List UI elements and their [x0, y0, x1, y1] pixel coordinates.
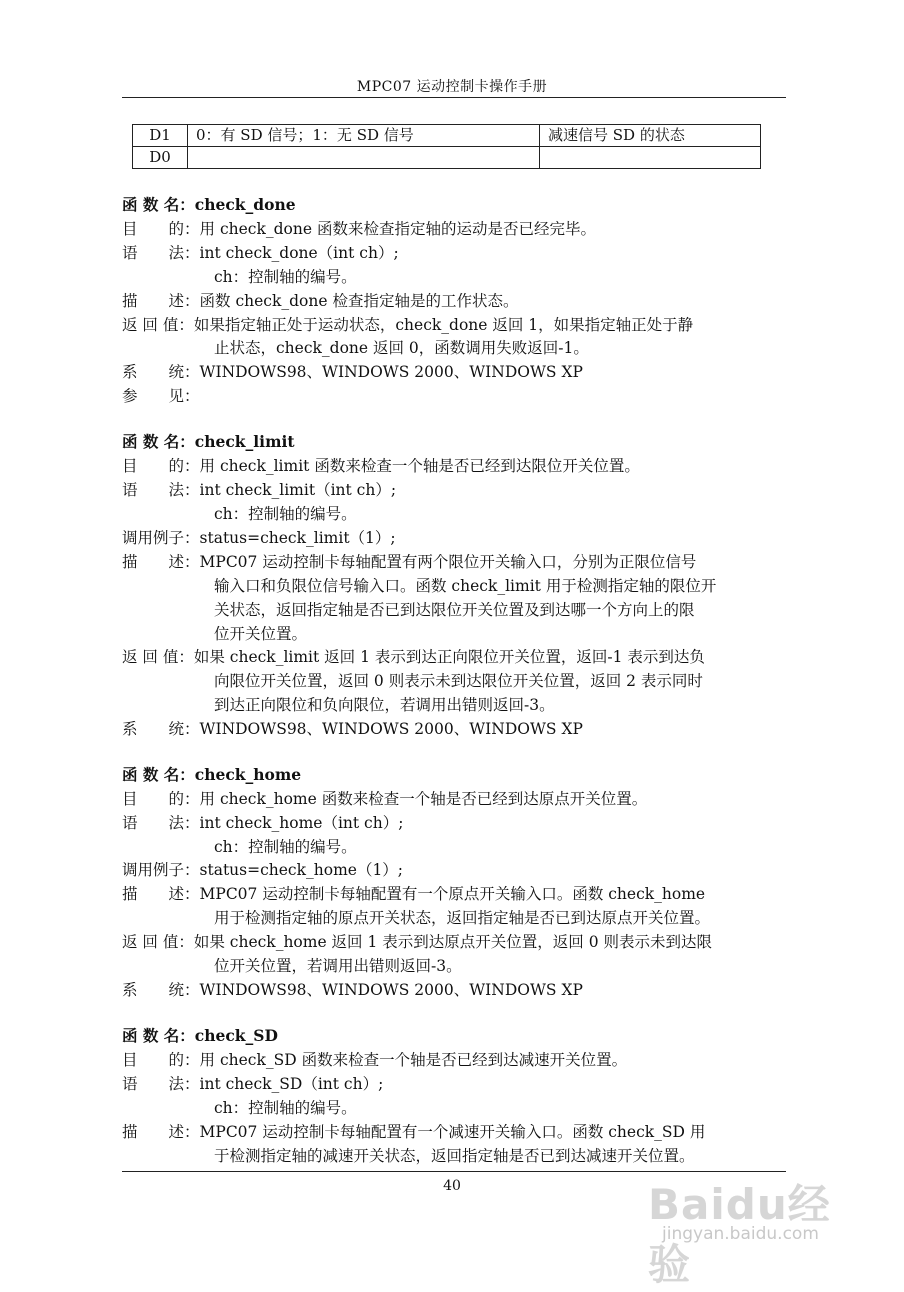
param-line: ch：控制轴的编号。 [214, 505, 357, 523]
syntax-text: int check_limit（int ch）; [199, 481, 397, 499]
syntax-text: int check_SD（int ch）; [199, 1075, 384, 1093]
label-syntax: 语 法： [122, 814, 200, 832]
example-text: status=check_limit（1）; [199, 529, 396, 547]
example-line [122, 526, 396, 550]
label-system: 系 统： [122, 981, 200, 999]
syntax-line [122, 241, 399, 265]
table-row [133, 147, 761, 169]
function-name-check-home [122, 763, 301, 787]
page-number: 40 [443, 1178, 461, 1194]
seealso-line [122, 384, 200, 408]
label-example: 调用例子： [122, 861, 200, 879]
label-syntax: 语 法： [122, 244, 200, 262]
describe-line-cont: 关状态，返回指定轴是否已到达限位开关位置及到达哪一个方向上的限 [214, 601, 695, 619]
returns-text: 如果 check_limit 返回 1 表示到达正向限位开关位置，返回-1 表示到达负 [193, 648, 705, 666]
purpose-line [122, 454, 640, 478]
purpose-line [122, 1048, 627, 1072]
label-name: 函 数 名： [122, 432, 195, 451]
label-purpose: 目 的： [122, 1051, 200, 1069]
syntax-text: int check_home（int ch）; [199, 814, 404, 832]
label-purpose: 目 的： [122, 457, 200, 475]
returns-line-cont: 到达正向限位和负向限位，若调用出错则返回-3。 [214, 696, 555, 714]
watermark-logo: Baidu经验 [648, 1180, 831, 1289]
describe-line [122, 882, 705, 906]
function-name: check_home [194, 765, 302, 784]
signal-table [132, 124, 761, 169]
label-describe: 描 述： [122, 553, 200, 571]
label-returns: 返 回 值： [122, 316, 194, 334]
label-name: 函 数 名： [122, 765, 195, 784]
returns-line [122, 645, 705, 669]
returns-line-cont: 位开关位置，若调用出错则返回-3。 [214, 957, 462, 975]
param-line: ch：控制轴的编号。 [214, 268, 357, 286]
param-line: ch：控制轴的编号。 [214, 1099, 357, 1117]
returns-text: 如果指定轴正处于运动状态，check_done 返回 1，如果指定轴正处于静 [193, 316, 694, 334]
baidu-jingyan-watermark [640, 1160, 870, 1289]
purpose-text: 用 check_SD 函数来检查一个轴是否已经到达减速开关位置。 [199, 1051, 628, 1069]
label-syntax: 语 法： [122, 481, 200, 499]
watermark-url: jingyan.baidu.com [662, 1224, 819, 1244]
function-name: check_limit [194, 432, 295, 451]
function-name: check_SD [194, 1026, 278, 1045]
label-describe: 描 述： [122, 885, 200, 903]
syntax-text: int check_done（int ch）; [199, 244, 399, 262]
header-rule [122, 97, 786, 98]
purpose-text: 用 check_done 函数来检查指定轴的运动是否已经完毕。 [199, 220, 596, 238]
returns-text: 如果 check_home 返回 1 表示到达原点开关位置，返回 0 则表示未到达限 [193, 933, 712, 951]
returns-line [122, 313, 693, 337]
table-cell-value: 0：有 SD 信号；1：无 SD 信号 [188, 125, 540, 147]
label-describe: 描 述： [122, 292, 200, 310]
label-name: 函 数 名： [122, 195, 195, 214]
running-header: MPC07 运动控制卡操作手册 [356, 79, 548, 95]
purpose-line [122, 787, 647, 811]
purpose-text: 用 check_home 函数来检查一个轴是否已经到达原点开关位置。 [199, 790, 648, 808]
label-seealso: 参 见： [122, 387, 200, 405]
label-returns: 返 回 值： [122, 933, 194, 951]
table-cell-bit: D1 [133, 125, 188, 147]
system-line [122, 978, 583, 1002]
example-line [122, 858, 403, 882]
system-text: WINDOWS98、WINDOWS 2000、WINDOWS XP [199, 363, 583, 381]
system-line [122, 717, 583, 741]
table-cell-bit: D0 [133, 147, 188, 169]
returns-line-cont: 止状态，check_done 返回 0，函数调用失败返回-1。 [214, 339, 589, 357]
describe-line [122, 550, 696, 574]
label-system: 系 统： [122, 720, 200, 738]
describe-text: MPC07 运动控制卡每轴配置有两个限位开关输入口，分别为正限位信号 [199, 553, 697, 571]
describe-line [122, 1120, 705, 1144]
describe-text: 函数 check_done 检查指定轴是的工作状态。 [199, 292, 519, 310]
label-system: 系 统： [122, 363, 200, 381]
describe-line-cont: 用于检测指定轴的原点开关状态，返回指定轴是否已到达原点开关位置。 [214, 909, 711, 927]
describe-line [122, 289, 518, 313]
returns-line-cont: 向限位开关位置，返回 0 则表示未到达限位开关位置，返回 2 表示同时 [214, 672, 703, 690]
table-cell-desc [540, 147, 761, 169]
system-text: WINDOWS98、WINDOWS 2000、WINDOWS XP [199, 720, 583, 738]
table-cell-desc: 减速信号 SD 的状态 [540, 125, 761, 147]
syntax-line [122, 811, 403, 835]
label-returns: 返 回 值： [122, 648, 194, 666]
syntax-line [122, 1072, 383, 1096]
function-name-check-done [122, 193, 296, 217]
system-line [122, 360, 583, 384]
example-text: status=check_home（1）; [199, 861, 404, 879]
label-describe: 描 述： [122, 1123, 200, 1141]
purpose-line [122, 217, 596, 241]
describe-line-cont: 于检测指定轴的减速开关状态，返回指定轴是否已到达减速开关位置。 [214, 1147, 695, 1165]
describe-line-cont: 输入口和负限位信号输入口。函数 check_limit 用于检测指定轴的限位开 [214, 577, 717, 595]
param-line: ch：控制轴的编号。 [214, 838, 357, 856]
function-name-check-limit [122, 430, 295, 454]
label-name: 函 数 名： [122, 1026, 195, 1045]
system-text: WINDOWS98、WINDOWS 2000、WINDOWS XP [199, 981, 583, 999]
label-example: 调用例子： [122, 529, 200, 547]
returns-line [122, 930, 712, 954]
function-name-check-sd [122, 1024, 278, 1048]
describe-text: MPC07 运动控制卡每轴配置有一个原点开关输入口。函数 check_home [199, 885, 706, 903]
label-purpose: 目 的： [122, 790, 200, 808]
label-purpose: 目 的： [122, 220, 200, 238]
table-cell-value [188, 147, 540, 169]
table-row [133, 125, 761, 147]
function-name: check_done [194, 195, 296, 214]
purpose-text: 用 check_limit 函数来检查一个轴是否已经到达限位开关位置。 [199, 457, 640, 475]
describe-line-cont: 位开关位置。 [214, 625, 308, 643]
describe-text: MPC07 运动控制卡每轴配置有一个减速开关输入口。函数 check_SD 用 [199, 1123, 706, 1141]
syntax-line [122, 478, 396, 502]
label-syntax: 语 法： [122, 1075, 200, 1093]
